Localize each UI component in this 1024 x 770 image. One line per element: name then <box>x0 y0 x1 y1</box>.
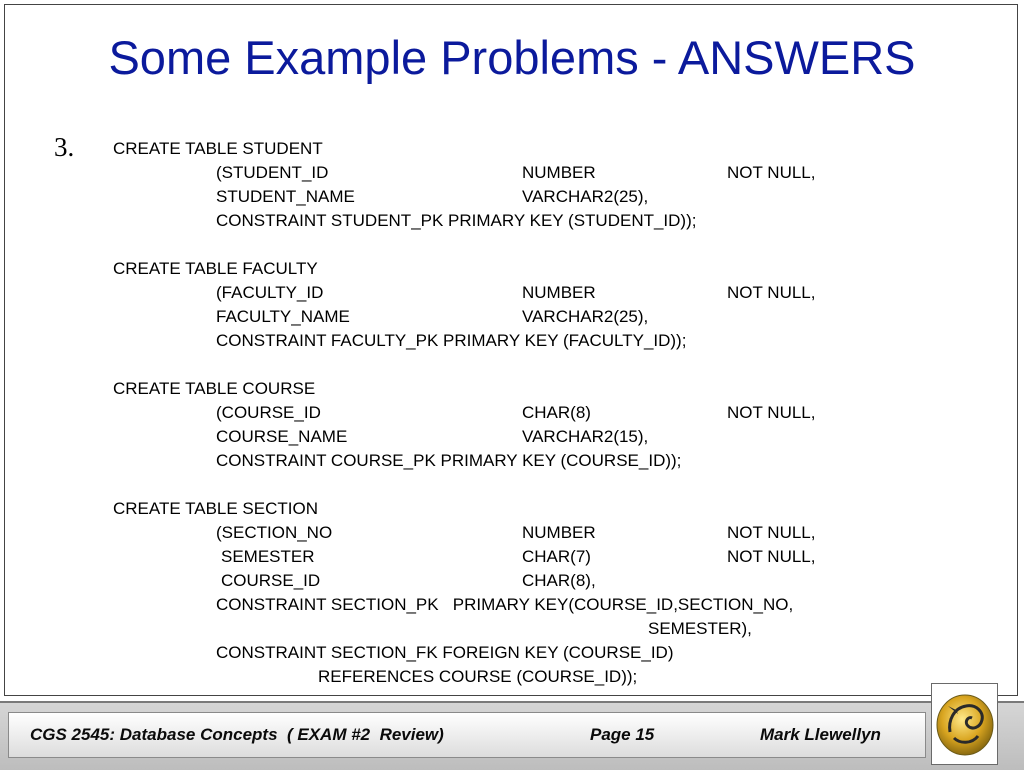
column-name: SEMESTER <box>221 547 315 566</box>
column-name: (FACULTY_ID <box>216 283 324 302</box>
footer-course-title: CGS 2545: Database Concepts ( EXAM #2 Review) <box>30 725 444 744</box>
column-type: CHAR(8), <box>522 571 596 590</box>
constraint-line: CONSTRAINT SECTION_PK PRIMARY KEY(COURSE_ID,SECTION_NO, <box>216 595 794 614</box>
constraint-line: CONSTRAINT COURSE_PK PRIMARY KEY (COURSE_ID)); <box>216 451 682 470</box>
column-name: COURSE_NAME <box>216 427 348 446</box>
column-type: VARCHAR2(25), <box>522 307 649 326</box>
problem-number: 3. <box>54 132 75 162</box>
column-type: VARCHAR2(25), <box>522 187 649 206</box>
column-name: COURSE_ID <box>221 571 321 590</box>
constraint-line: CONSTRAINT FACULTY_PK PRIMARY KEY (FACULTY_ID)); <box>216 331 687 350</box>
column-type: VARCHAR2(15), <box>522 427 649 446</box>
column-name: (STUDENT_ID <box>216 163 329 182</box>
column-name: STUDENT_NAME <box>216 187 355 206</box>
column-type: CHAR(7) <box>522 547 591 566</box>
create-table-student: CREATE TABLE STUDENT <box>113 139 323 158</box>
column-name: (SECTION_NO <box>216 523 333 542</box>
column-constraint: NOT NULL, <box>727 547 816 566</box>
column-name: (COURSE_ID <box>216 403 321 422</box>
column-name: FACULTY_NAME <box>216 307 350 326</box>
constraint-line: CONSTRAINT STUDENT_PK PRIMARY KEY (STUDENT_ID)); <box>216 211 697 230</box>
column-type: NUMBER <box>522 523 596 542</box>
column-type: NUMBER <box>522 163 596 182</box>
constraint-line: REFERENCES COURSE (COURSE_ID)); <box>318 667 638 686</box>
logo-box <box>931 683 998 765</box>
constraint-line: CONSTRAINT SECTION_FK FOREIGN KEY (COURSE_ID) <box>216 643 674 662</box>
slide-title: Some Example Problems - ANSWERS <box>108 31 916 84</box>
column-type: CHAR(8) <box>522 403 591 422</box>
create-table-section: CREATE TABLE SECTION <box>113 499 318 518</box>
column-type: NUMBER <box>522 283 596 302</box>
column-constraint: NOT NULL, <box>727 163 816 182</box>
pegasus-logo-icon <box>934 692 996 758</box>
create-table-course: CREATE TABLE COURSE <box>113 379 316 398</box>
column-constraint: NOT NULL, <box>727 403 816 422</box>
column-constraint: NOT NULL, <box>727 283 816 302</box>
footer-page-number: Page 15 <box>590 725 655 744</box>
column-constraint: NOT NULL, <box>727 523 816 542</box>
constraint-line: SEMESTER), <box>648 619 752 638</box>
create-table-faculty: CREATE TABLE FACULTY <box>113 259 318 278</box>
footer-author: Mark Llewellyn <box>760 725 881 744</box>
